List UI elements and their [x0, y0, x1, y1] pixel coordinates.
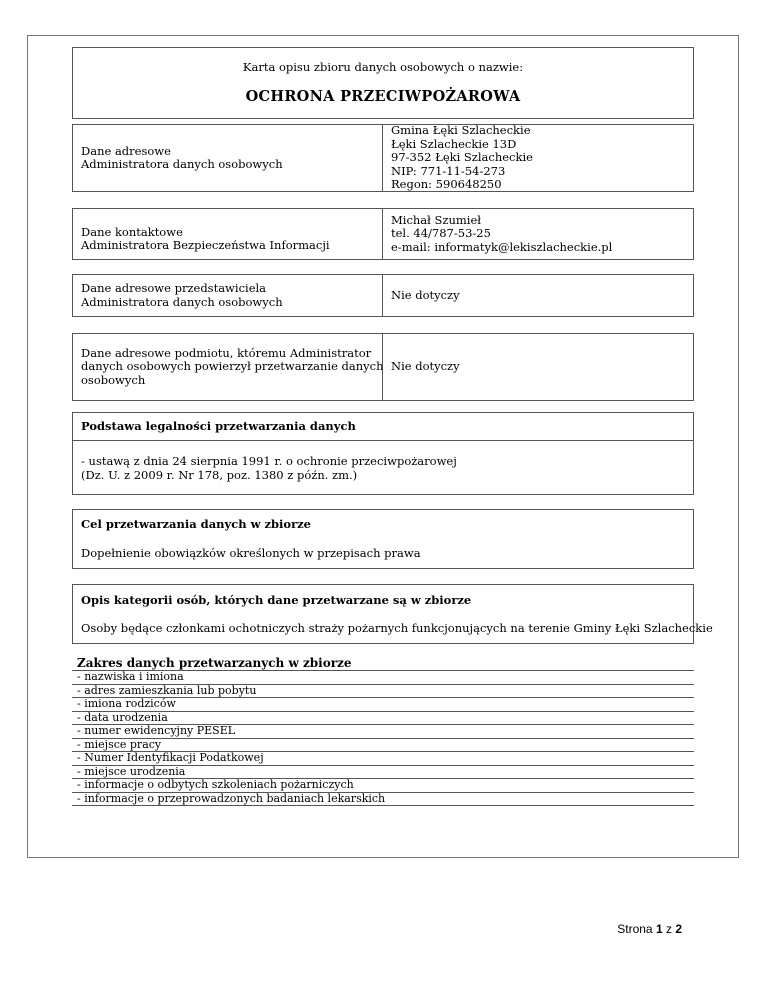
total-pages: 2 — [675, 922, 682, 936]
scope-heading: Zakres danych przetwarzanych w zbiorze — [72, 656, 694, 671]
abi-contact-row — [72, 208, 694, 260]
value-line: NIP: 771-11-54-273 — [391, 163, 506, 178]
section-heading: Cel przetwarzania danych w zbiorze — [81, 517, 311, 531]
row-label — [73, 275, 390, 316]
value-line: Michał Szumieł — [391, 212, 482, 227]
label-line: Administratora Bezpieczeństwa Informacji — [81, 238, 330, 252]
current-page: 1 — [655, 922, 663, 936]
list-item: - data urodzenia — [72, 712, 694, 726]
row-value — [382, 125, 693, 191]
page-separator: z — [665, 922, 672, 936]
value-line: e-mail: informatyk@lekiszlacheckie.pl — [391, 239, 613, 254]
list-item: - miejsce urodzenia — [72, 766, 694, 780]
section-heading: Opis kategorii osób, których dane przetwarzane są w zbiorze — [81, 593, 472, 607]
data-scope-list — [72, 656, 694, 806]
list-item: - informacje o przeprowadzonych badaniach lekarskich — [72, 793, 694, 807]
section-text: (Dz. U. z 2009 r. Nr 178, poz. 1380 z późn. zm.) — [81, 468, 358, 482]
list-item: - imiona rodziców — [72, 698, 694, 712]
label-line: Administratora danych osobowych — [81, 157, 283, 171]
list-item: - nazwiska i imiona — [72, 671, 694, 685]
value-line: tel. 44/787-53-25 — [391, 226, 491, 241]
section-heading: Podstawa legalności przetwarzania danych — [73, 413, 693, 441]
label-line: Dane kontaktowe — [81, 224, 183, 239]
list-item: - numer ewidencyjny PESEL — [72, 725, 694, 739]
label-line: Administratora danych osobowych — [81, 294, 283, 309]
section-text: Osoby będące członkami ochotniczych straży pożarnych funkcjonujących na terenie Gminy Łęki Szlacheckie — [81, 621, 713, 635]
purpose-section — [72, 509, 694, 569]
label-line: Dane adresowe podmiotu, któremu Administrator — [81, 345, 372, 360]
section-text: Dopełnienie obowiązków określonych w przepisach prawa — [81, 546, 421, 560]
value-line: Gmina Łęki Szlacheckie — [391, 123, 531, 138]
row-value — [382, 209, 693, 259]
value-line: Nie dotyczy — [391, 359, 460, 374]
admin-address-row — [72, 124, 694, 192]
document-title: OCHRONA PRZECIWPOŻAROWA — [245, 88, 521, 105]
processor-row — [72, 333, 694, 401]
page-number — [617, 922, 682, 936]
page-prefix: Strona — [617, 922, 653, 936]
value-line: 97-352 Łęki Szlacheckie — [391, 150, 533, 165]
representative-row — [72, 274, 694, 317]
document-subtitle: Karta opisu zbioru danych osobowych o nazwie: — [242, 60, 524, 74]
categories-section — [72, 584, 713, 644]
legal-basis-section — [72, 412, 694, 495]
list-item: - adres zamieszkania lub pobytu — [72, 685, 694, 699]
list-item: - Numer Identyfikacji Podatkowej — [72, 752, 694, 766]
value-line: Łęki Szlacheckie 13D — [391, 136, 517, 151]
label-line: osobowych — [81, 372, 146, 387]
row-value — [382, 334, 693, 400]
section-text: - ustawą z dnia 24 sierpnia 1991 r. o ochronie przeciwpożarowej — [81, 454, 457, 468]
row-value — [382, 275, 693, 316]
row-label — [73, 334, 390, 400]
list-item: - miejsce pracy — [72, 739, 694, 753]
list-item: - informacje o odbytych szkoleniach pożarniczych — [72, 779, 694, 793]
label-line: Dane adresowe — [81, 143, 171, 158]
row-label — [73, 209, 390, 259]
row-label — [73, 125, 390, 191]
value-line: Nie dotyczy — [391, 287, 460, 302]
label-line: danych osobowych powierzył przetwarzanie danych — [81, 359, 384, 374]
value-line: Regon: 590648250 — [391, 177, 502, 192]
label-line: Dane adresowe przedstawiciela — [81, 281, 267, 295]
title-box — [72, 47, 694, 119]
